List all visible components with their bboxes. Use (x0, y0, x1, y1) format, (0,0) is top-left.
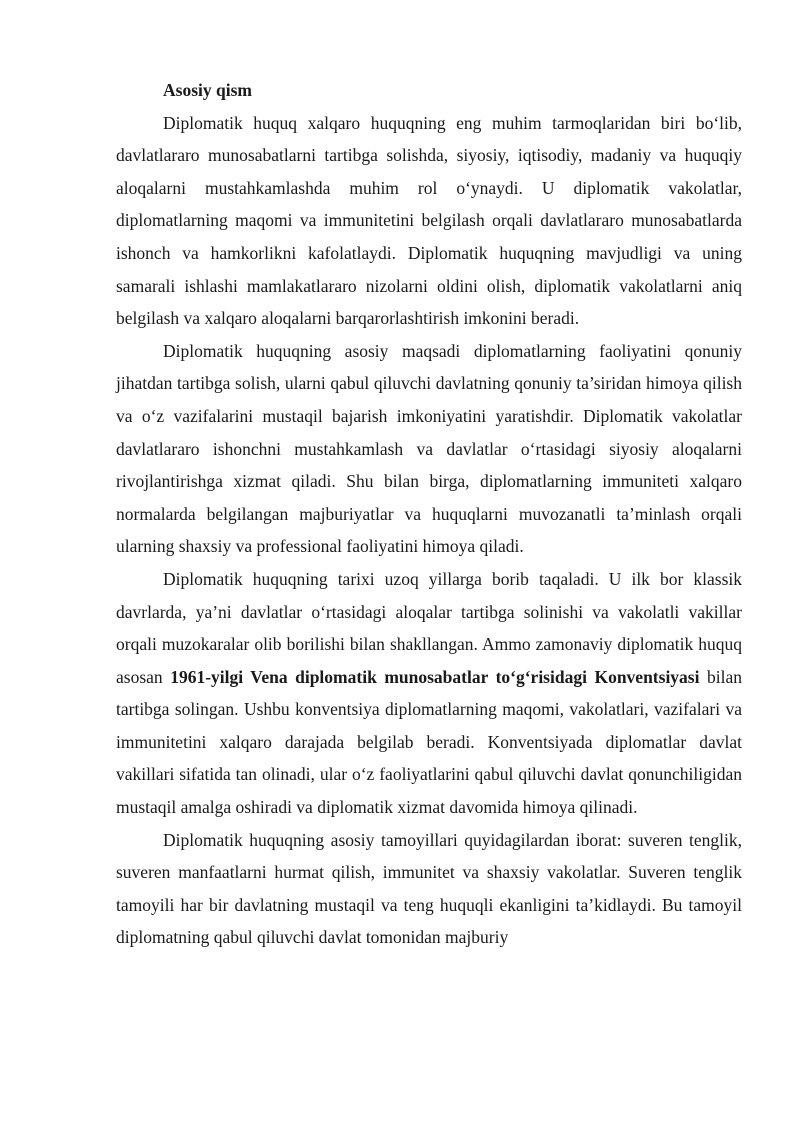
paragraph-3-text-before: Diplomatik huquqning tarixi uzoq yillarga borib taqaladi. U ilk bor klassik davrlarda, ya’ni davlatlar o‘rtasidagi aloqalar tartibga solinishi va vakolatli vakillar orqali muzokaralar olib borilishi bilan shakllangan. Ammo zamonaviy diplomatik huquq asosan (116, 568, 742, 687)
paragraph-1: Diplomatik huquq xalqaro huquqning eng muhim tarmoqlaridan biri bo‘lib, davlatlararo munosabatlarni tartibga solishda, siyosiy, iqtisodiy, madaniy va huquqiy aloqalarni mustahkamlashda muhim rol o‘ynaydi. U diplomatik vakolatlar, diplomatlarning maqomi va immunitetini belgilash orqali davlatlararo munosabatlarda ishonch va hamkorlikni kafolatlaydi. Diplomatik huquqning mavjudligi va uning samarali ishlashi mamlakatlararo nizolarni oldini olish, diplomatik vakolatlarni aniq belgilash va xalqaro aloqalarni barqarorlashtirish imkonini beradi. (116, 112, 742, 329)
paragraph-3 (116, 563, 742, 824)
paragraph-3-text-after: bilan tartibga solingan. Ushbu konventsiya diplomatlarning maqomi, vakolatlari, vazifalari va immunitetini xalqaro darajada belgilab beradi. Konventsiyada diplomatlar davlat vakillari sifatida tan olinadi, ular o‘z faoliyatlarini qabul qiluvchi davlat qonunchiligidan mustaqil amalga oshiradi va diplomatik xizmat davomida himoya qilinadi. (116, 666, 742, 818)
convention-title: 1961-yilgi Vena diplomatik munosabatlar to‘g‘risidagi Konventsiyasi (170, 666, 700, 687)
paragraph-2: Diplomatik huquqning asosiy maqsadi diplomatlarning faoliyatini qonuniy jihatdan tartibga solish, ularni qabul qiluvchi davlatning qonuniy ta’siridan himoya qilish va o‘z vazifalarini mustaqil bajarish imkoniyatini yaratishdir. Diplomatik vakolatlar davlatlararo ishonchni mustahkamlash va davlatlar o‘rtasidagi siyosiy aloqalarni rivojlantirishga xizmat qiladi. Shu bilan birga, diplomatlarning immuniteti xalqaro normalarda belgilangan majburiyatlar va huquqlarni muvozanatli ta’minlash orqali ularning shaxsiy va professional faoliyatini himoya qiladi. (116, 340, 742, 557)
section-heading: Asosiy qism (163, 80, 252, 100)
document-body (116, 74, 742, 954)
paragraph-4: Diplomatik huquqning asosiy tamoyillari quyidagilardan iborat: suveren tenglik, suveren manfaatlarni hurmat qilish, immunitet va shaxsiy vakolatlar. Suveren tenglik tamoyili har bir davlatning mustaqil va teng huquqli ekanligini ta’kidlaydi. Bu tamoyil diplomatning qabul qiluvchi davlat tomonidan majburiy (116, 829, 742, 948)
